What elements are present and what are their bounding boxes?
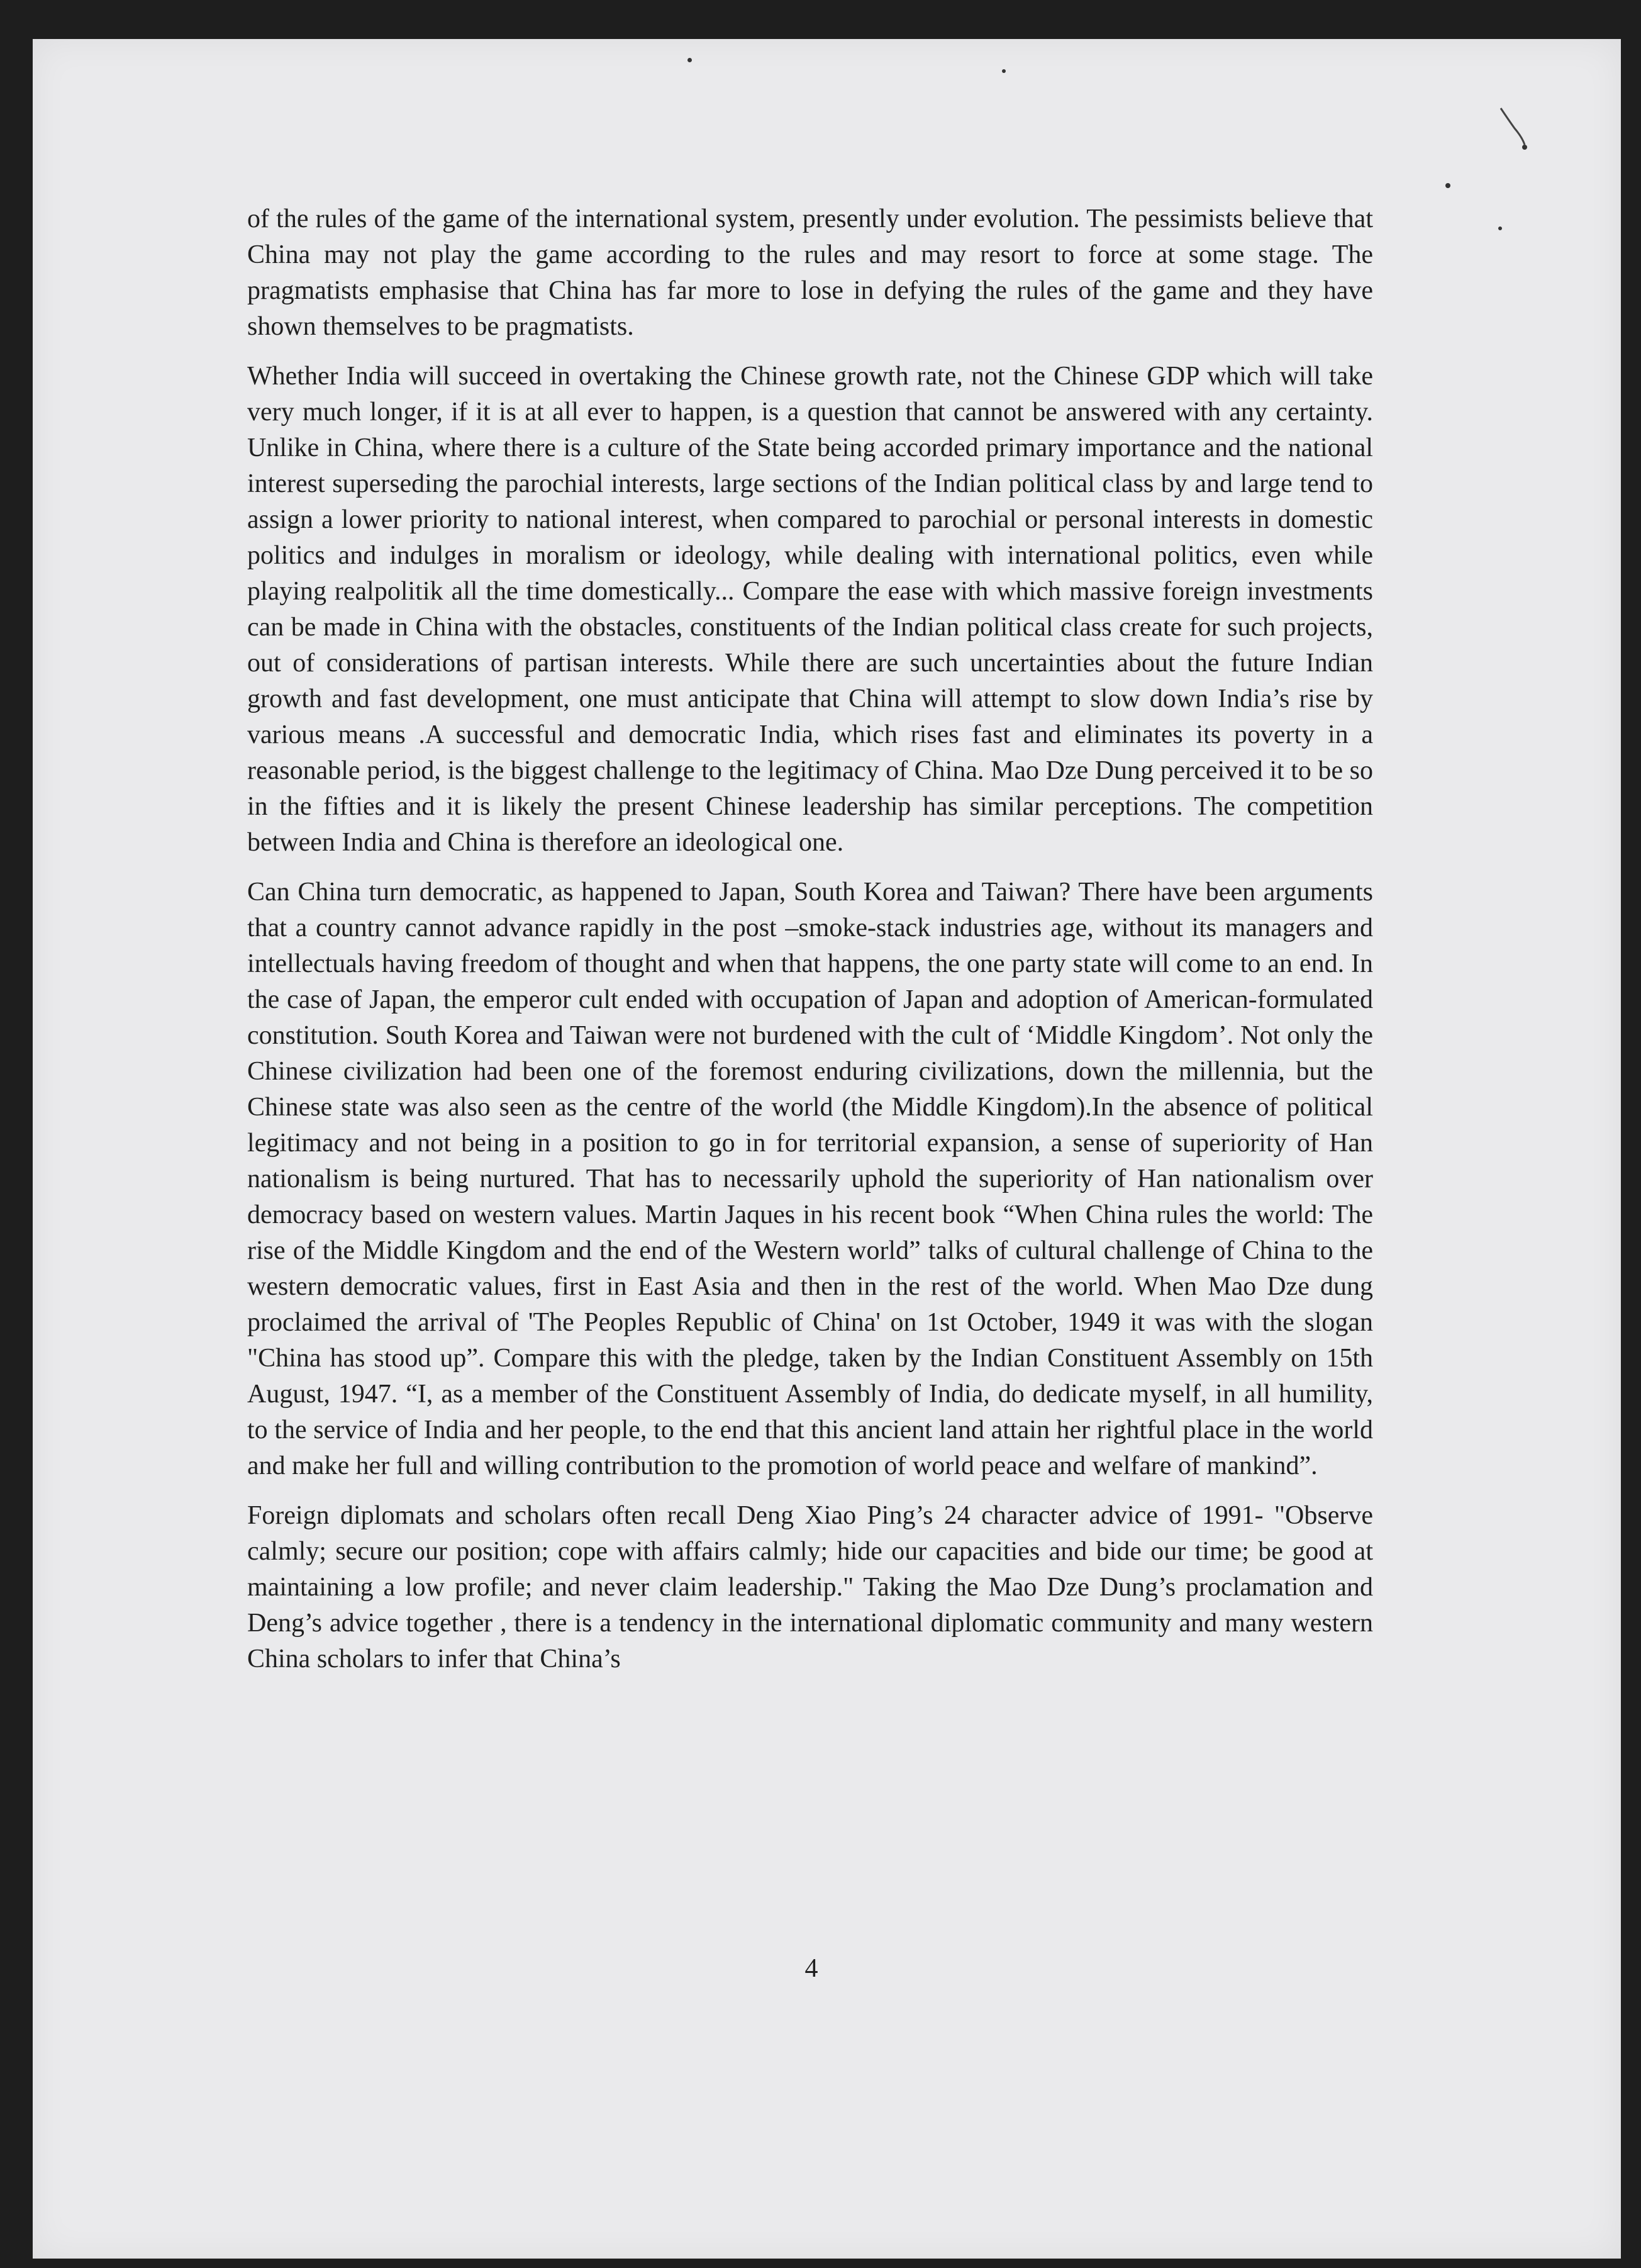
body-text (247, 201, 1373, 1691)
paragraph: Can China turn democratic, as happened to Japan, South Korea and Taiwan? There have been arguments that a country cannot advance rapidly in the post –smoke-stack industries age, without its managers and intellectuals having freedom of thought and when that happens, the one party state will come to an end. In the case of Japan, the emperor cult ended with occupation of Japan and adoption of American-formulated constitution. South Korea and Taiwan were not burdened with the cult of ‘Middle Kingdom’. Not only the Chinese civilization had been one of the foremost enduring civilizations, down the millennia, but the Chinese state was also seen as the centre of the world (the Middle Kingdom).In the absence of political legitimacy and not being in a position to go in for territorial expansion, a sense of superiority of Han nationalism is being nurtured. That has to necessarily uphold the superiority of Han nationalism over democracy based on western values. Martin Jaques in his recent book “When China rules the world: The rise of the Middle Kingdom and the end of the Western world” talks of cultural challenge of China to the western democratic values, first in East Asia and then in the rest of the world. When Mao Dze dung proclaimed the arrival of 'The Peoples Republic of China' on 1st October, 1949 it was with the slogan "China has stood up”. Compare this with the pledge, taken by the Indian Constituent Assembly on 15th August, 1947. “I, as a member of the Constituent Assembly of India, do dedicate myself, in all humility, to the service of India and her people, to the end that this ancient land attain her rightful place in the world and make her full and willing contribution to the promotion of world peace and welfare of mankind”. (247, 878, 1373, 1480)
dust-speck (1498, 226, 1502, 230)
paragraph: Foreign diplomats and scholars often recall Deng Xiao Ping’s 24 character advice of 1991- "Observe calmly; secure our position; cope with affairs calmly; hide our capacities and bide our time; be good at maintaining a low profile; and never claim leadership." Taking the Mao Dze Dung’s proclamation and Deng’s advice together , there is a tendency in the international diplomatic community and many western China scholars to infer that China’s (247, 1501, 1373, 1673)
dust-speck (1445, 183, 1450, 188)
paragraph: of the rules of the game of the international system, presently under evolution. The pessimists believe that China may not play the game according to the rules and may resort to force at some stage. The pragmatists emphasise that China has far more to lose in defying the rules of the game and they have shown themselves to be pragmatists. (247, 204, 1373, 341)
paragraph: Whether India will succeed in overtaking the Chinese growth rate, not the Chinese GDP which will take very much longer, if it is at all ever to happen, is a question that cannot be answered with any certainty. Unlike in China, where there is a culture of the State being accorded primary importance and the national interest superseding the parochial interests, large sections of the Indian political class by and large tend to assign a lower priority to national interest, when compared to parochial or personal interests in domestic politics and indulges in moralism or ideology, while dealing with international politics, even while playing realpolitik all the time domestically... Compare the ease with which massive foreign investments can be made in China with the obstacles, constituents of the Indian political class create for such projects, out of considerations of partisan interests. While there are such uncertainties about the future Indian growth and fast development, one must anticipate that China will attempt to slow down India’s rise by various means .A successful and democratic India, which rises fast and eliminates its poverty in a reasonable period, is the biggest challenge to the legitimacy of China. Mao Dze Dung perceived it to be so in the fifties and it is likely the present Chinese leadership has similar perceptions. The competition between India and China is therefore an ideological one. (247, 362, 1373, 857)
page-number: 4 (804, 1954, 818, 1983)
pencil-mark-icon (1497, 107, 1535, 164)
dust-speck (687, 58, 692, 62)
dust-speck (1002, 69, 1006, 73)
